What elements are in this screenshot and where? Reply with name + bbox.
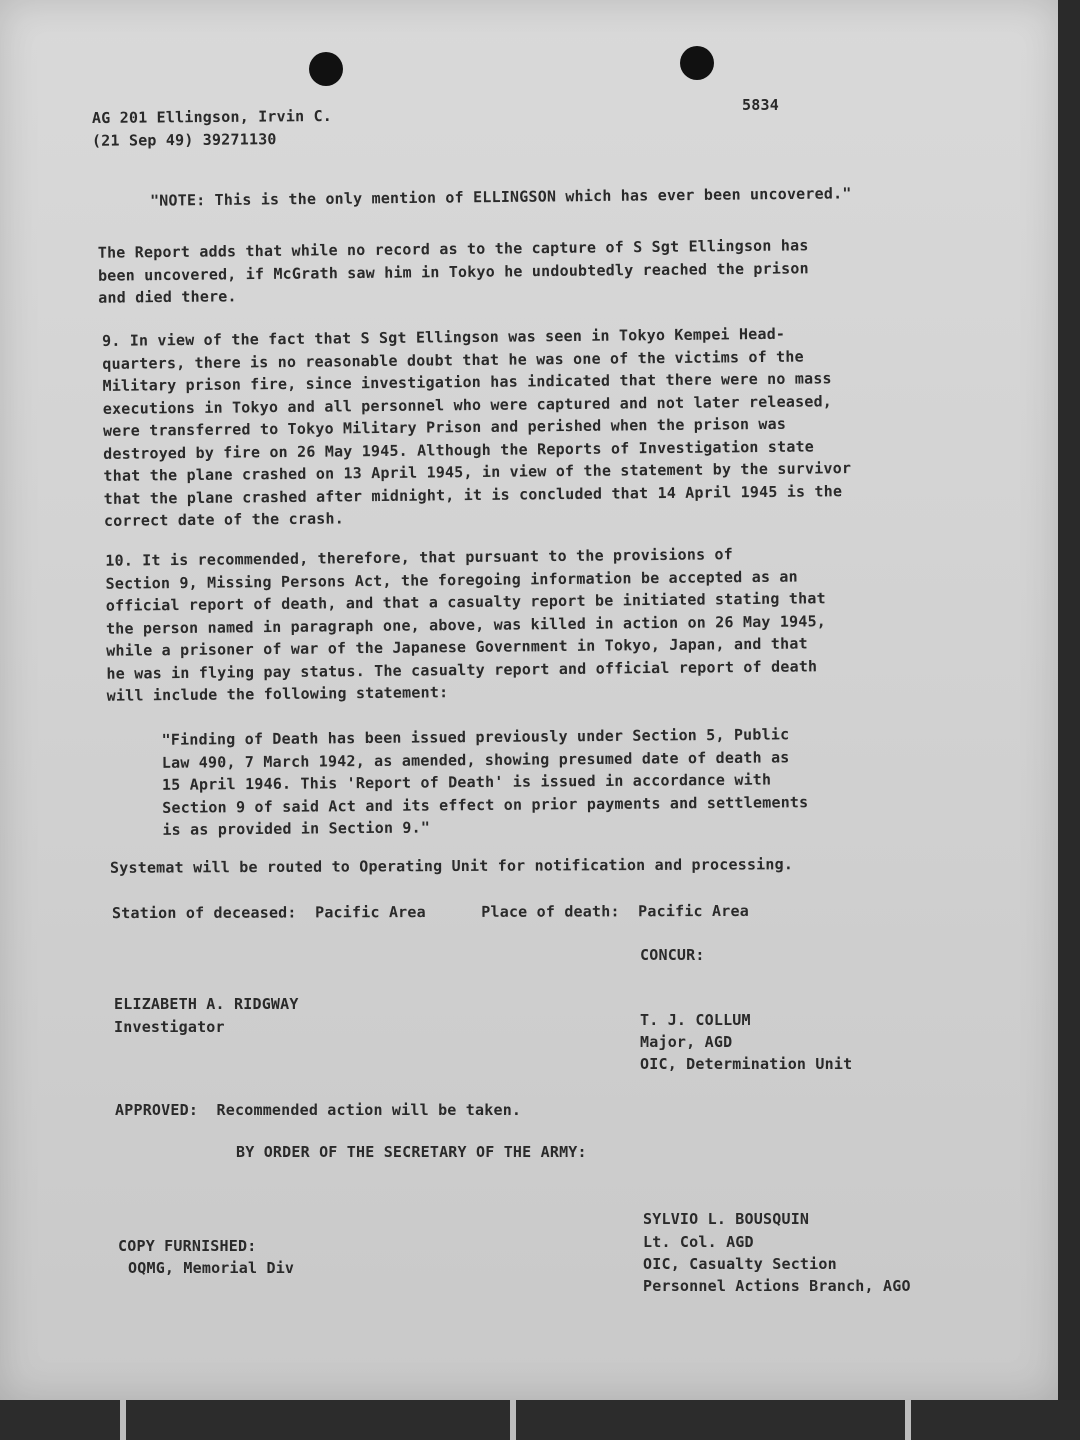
punch-hole-right xyxy=(680,46,714,80)
punch-hole-left xyxy=(309,52,343,86)
report-paragraph: The Report adds that while no record as to the capture of S Sgt Ellingson has been uncovered, if McGrath saw him in Tokyo he undoubtedly reached the prison and died there. xyxy=(97,236,809,307)
file-reference-line-1: AG 201 Ellingson, Irvin C. xyxy=(91,106,333,128)
file-reference-line-2: (21 Sep 49) 39271130 xyxy=(91,130,277,150)
concurrer-name: T. J. COLLUM xyxy=(640,1011,751,1029)
concurrer-rank: Major, AGD xyxy=(640,1033,733,1051)
note-line: "NOTE: This is the only mention of ELLINGSON which has ever been uncovered." xyxy=(149,184,852,210)
signer-name: SYLVIO L. BOUSQUIN xyxy=(643,1210,810,1228)
systemat-line: Systemat will be routed to Operating Unit for notification and processing. xyxy=(109,855,794,877)
quoted-statement: "Finding of Death has been issued previously under Section 5, Public Law 490, 7 March 1942, as amended, showing presumed date of death as 15 April 1946. This 'Report of Death' is issued in accordance with Section 9 of said Act and its effect on prior payments and settlements is as provided in Section 9." xyxy=(161,725,809,839)
signer-title-1: OIC, Casualty Section xyxy=(643,1255,837,1273)
station-place-line: Station of deceased: Pacific Area Place of death: Pacific Area xyxy=(111,901,749,923)
investigator-name: ELIZABETH A. RIDGWAY xyxy=(114,995,299,1013)
copy-furnished-recipient: OQMG, Memorial Div xyxy=(128,1259,295,1277)
copy-furnished-label: COPY FURNISHED: xyxy=(118,1237,257,1255)
document-number: 5834 xyxy=(742,96,779,114)
paragraph-9: 9. In view of the fact that S Sgt Ellingson was seen in Tokyo Kempei Head- quarters, there is no reasonable doubt that he was one of the victims of the Military prison fire, since investigation has indicated that there were no mass executions in Tokyo and all personnel who were captured and not later released, were transferred to Tokyo Military Prison and perished when the prison was destroyed by fire on 26 May 1945. Although the Reports of Investigation state that the plane crashed on 13 April 1945, in view of the statement by the survivor that the plane crashed after midnight, it is concluded that 14 April 1945 is the correct date of the crash. xyxy=(101,324,852,530)
signer-title-2: Personnel Actions Branch, AGO xyxy=(643,1277,911,1295)
by-order-line: BY ORDER OF THE SECRETARY OF THE ARMY: xyxy=(236,1143,587,1161)
investigator-title: Investigator xyxy=(114,1018,225,1036)
concurrer-title: OIC, Determination Unit xyxy=(640,1055,853,1073)
background-edge-right xyxy=(1058,0,1080,1440)
paragraph-10: 10. It is recommended, therefore, that pursuant to the provisions of Section 9, Missing Persons Act, the foregoing information be accepted as an official report of death, and that a casualty report be initiated stating that the person named in paragraph one, above, was killed in action on 26 May 1945, while a prisoner of war of the Japanese Government in Tokyo, Japan, and that he was in flying pay status. The casualty report and official report of death will include the following statement: xyxy=(105,545,827,705)
background-edge-bottom xyxy=(0,1400,1080,1440)
signer-rank: Lt. Col. AGD xyxy=(643,1233,754,1251)
approved-line: APPROVED: Recommended action will be taken. xyxy=(115,1101,522,1119)
concur-label: CONCUR: xyxy=(640,946,705,964)
